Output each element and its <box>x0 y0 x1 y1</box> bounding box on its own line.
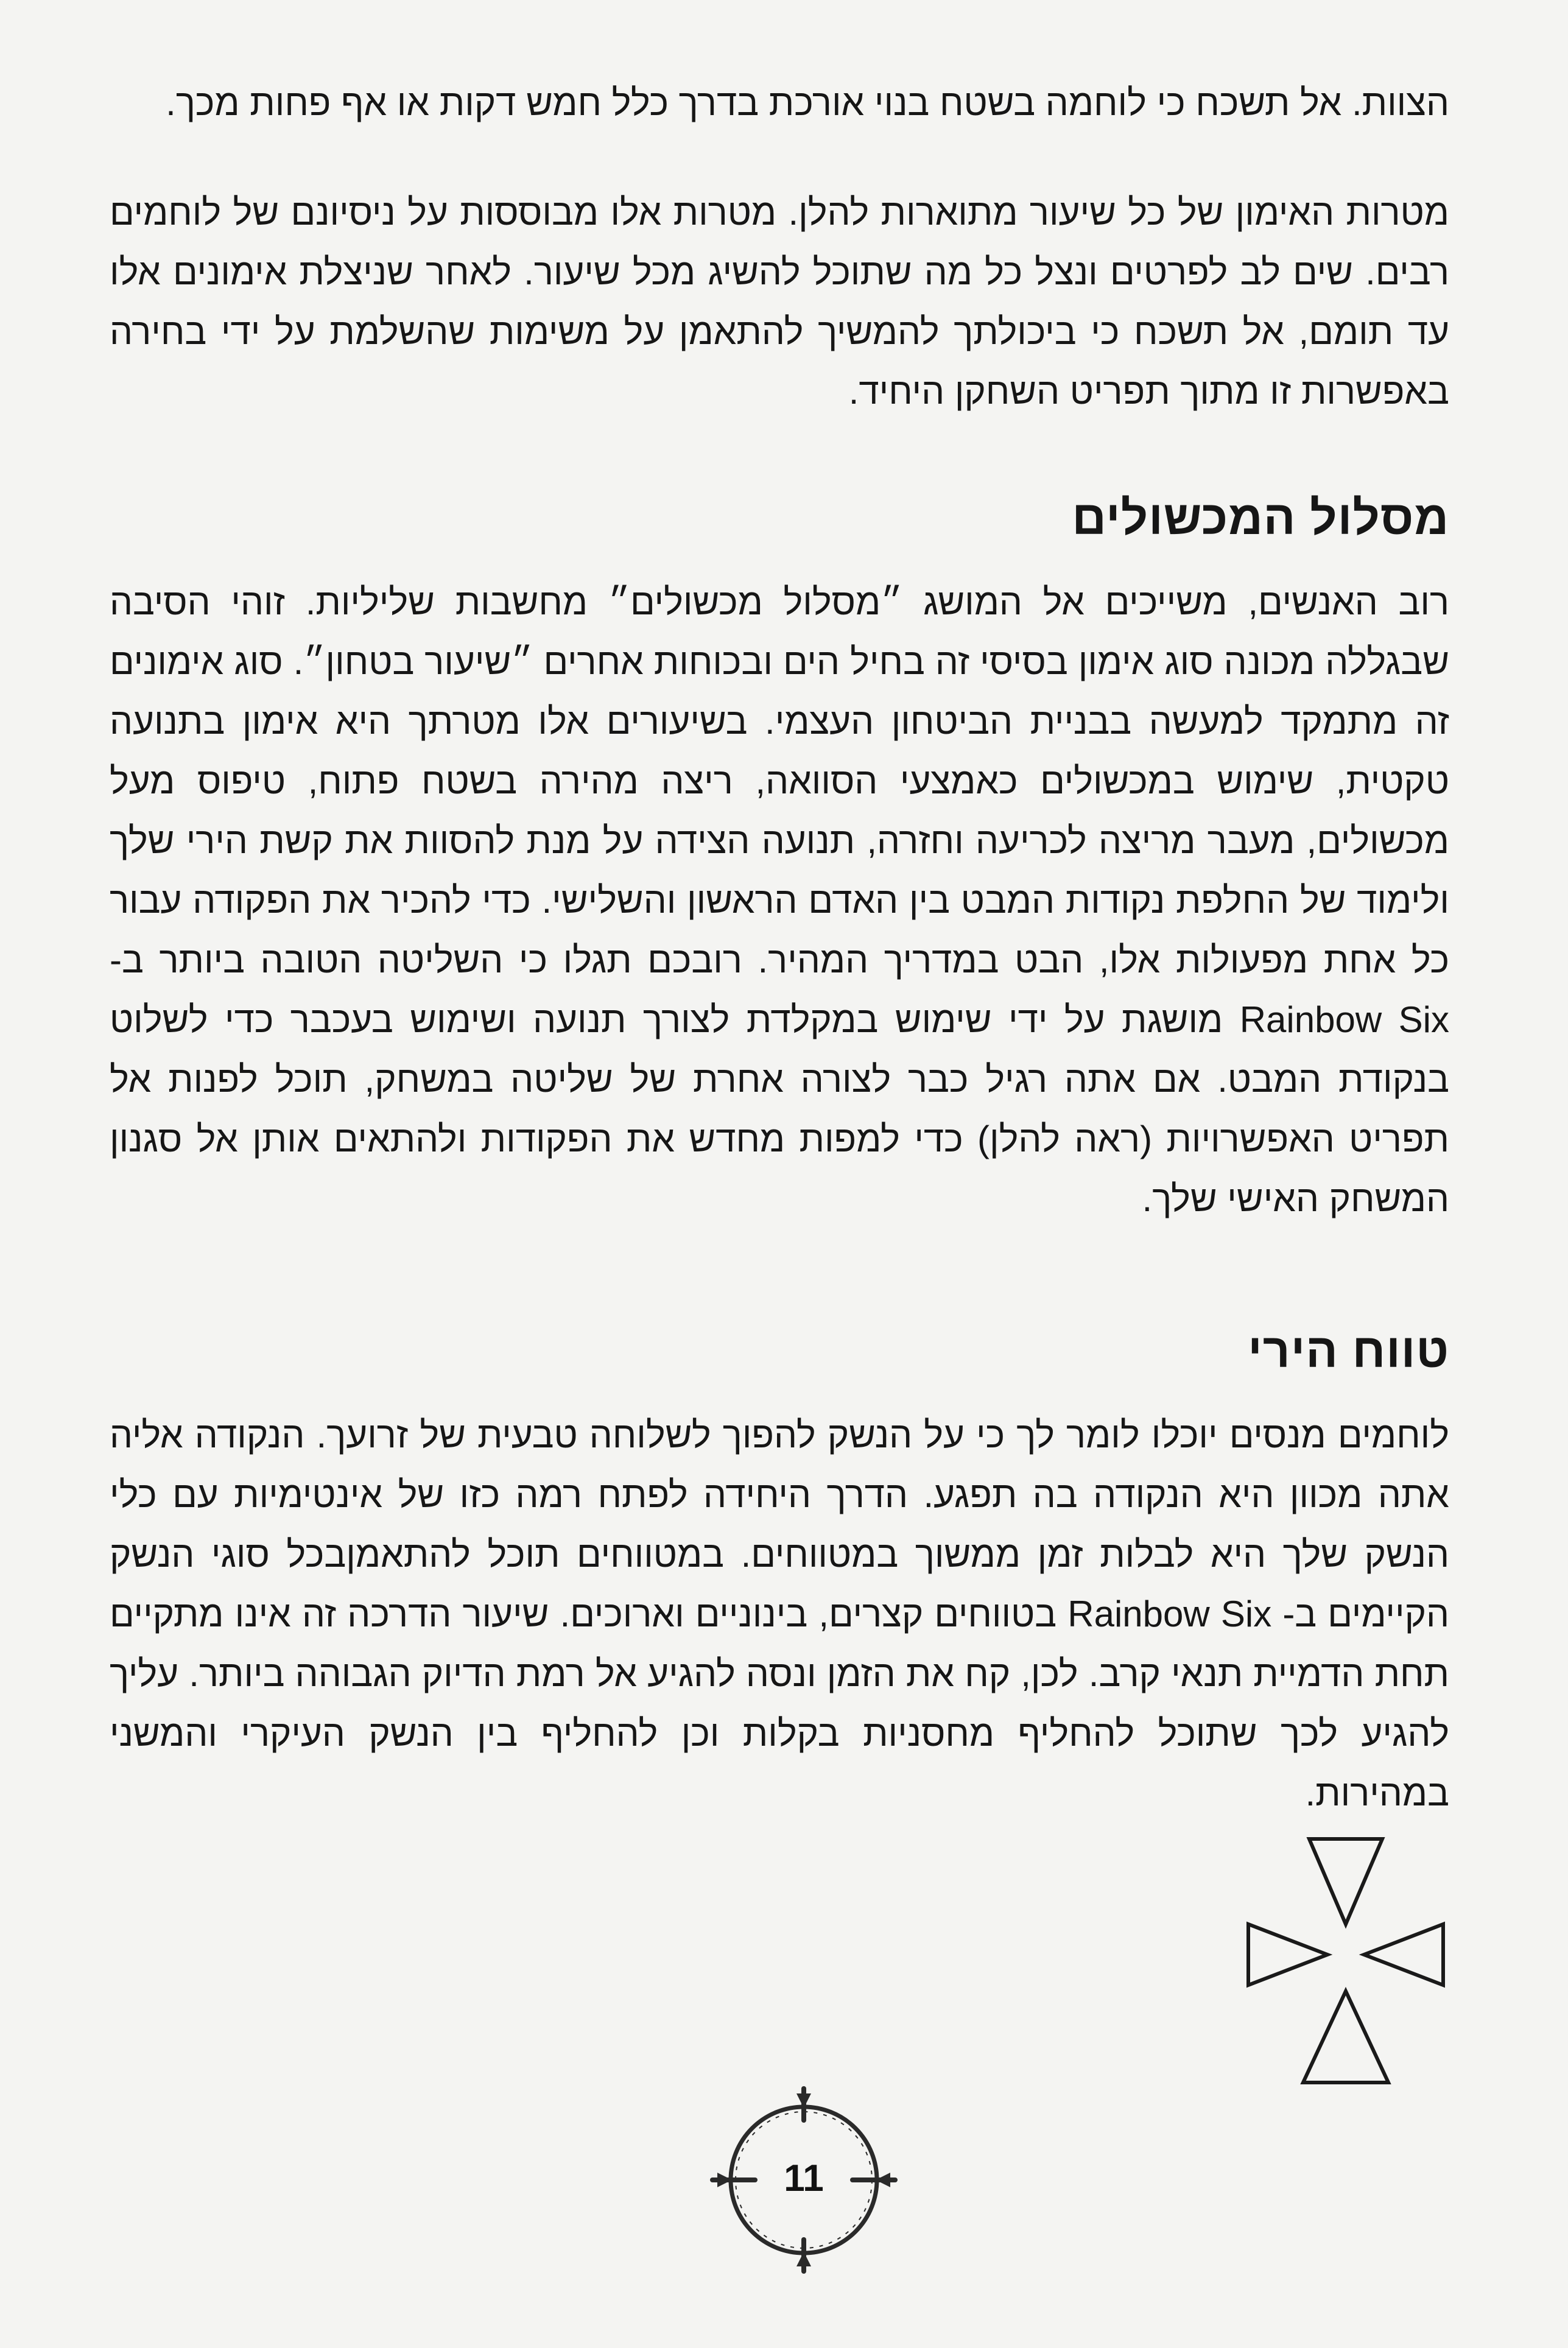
page-body <box>110 73 1449 1823</box>
intro-paragraph-2: מטרות האימון של כל שיעור מתוארות להלן. מטרות אלו מבוססות על ניסיונם של לוחמים רבים. שים לב לפרטים ונצל כל מה שתוכל להשיג מכל שיעור. לאחר שניצלת אימונים אלו עד תומם, אל תשכח כי ביכולתך להמשיך להתאמן על משימות שהשלמת על ידי בחירה באפשרות זו מתוך תפריט השחקן היחיד. <box>110 192 1449 412</box>
triangle-left <box>1248 1924 1327 1985</box>
obstacle-course-paragraph: רוב האנשים, משייכים אל המושג ״מסלול מכשולים״ מחשבות שליליות. זוהי הסיבה שבגללה מכונה סוג אימון בסיסי זה בחיל הים ובכוחות אחרים ״שיעור בטחון״. סוג אימונים זה מתמקד למעשה בבניית הביטחון העצמי. בשיעורים אלו מטרתך היא אימון בתנועה טקטית, שימוש במכשולים כאמצעי הסוואה, ריצה מהירה בשטח פתוח, טיפוס מעל מכשולים, מעבר מריצה לכריעה וחזרה, תנועה הצידה על מנת להסוות את קשת הירי שלך ולימוד של החלפת נקודות המבט בין האדם הראשון והשלישי. כדי להכיר את הפקודה עבור כל אחת מפעולות אלו, הבט במדריך המהיר. רובכם תגלו כי השליטה הטובה ביותר ב- Rainbow Six מושגת על ידי שימוש במקלדת לצורך תנועה ושימוש בעכבר כדי לשלוט בנקודת המבט. אם אתה רגיל כבר לצורה אחרת של שליטה במשחק, תוכל לפנות אל תפריט האפשרויות (ראה להלן) כדי למפות מחדש את הפקודות ולהתאים אותן אל סגנון המשחק האישי שלך. <box>110 582 1449 1219</box>
firing-range-paragraph: לוחמים מנסים יוכלו לומר לך כי על הנשק להפוך לשלוחה טבעית של זרועך. הנקודה אליה אתה מכוון היא הנקודה בה תפגע. הדרך היחידה לפתח רמה כזו של אינטימיות עם כלי הנשק שלך היא לבלות זמן ממשוך במטווחים. במטווחים תוכל להתאמןבכל סוגי הנשק הקיימים ב- Rainbow Six בטווחים קצרים, בינוניים וארוכים. שיעור הדרכה זה אינו מתקיים תחת הדמיית תנאי קרב. לכן, קח את הזמן ונסה להגיע אל רמת הדיוק הגבוהה ביותר. עליך להגיע לכך שתוכל להחליף מחסניות בקלות וכן להחליף בין הנשק העיקרי והמשני במהירות. <box>110 1415 1449 1813</box>
triangle-top <box>1309 1839 1382 1924</box>
crosshair-icon <box>1236 1833 1455 2095</box>
triangle-bottom <box>1303 1991 1388 2083</box>
triangle-right <box>1364 1924 1443 1985</box>
intro-paragraph-1: הצוות. אל תשכח כי לוחמה בשטח בנוי אורכת בדרך כלל חמש דקות או אף פחות מכך. <box>166 82 1449 123</box>
section-heading-firing-range: טווח הירי <box>1248 1324 1449 1377</box>
page-number: 11 <box>784 2157 824 2199</box>
section-heading-obstacle-course: מסלול המכשולים <box>1072 491 1449 544</box>
